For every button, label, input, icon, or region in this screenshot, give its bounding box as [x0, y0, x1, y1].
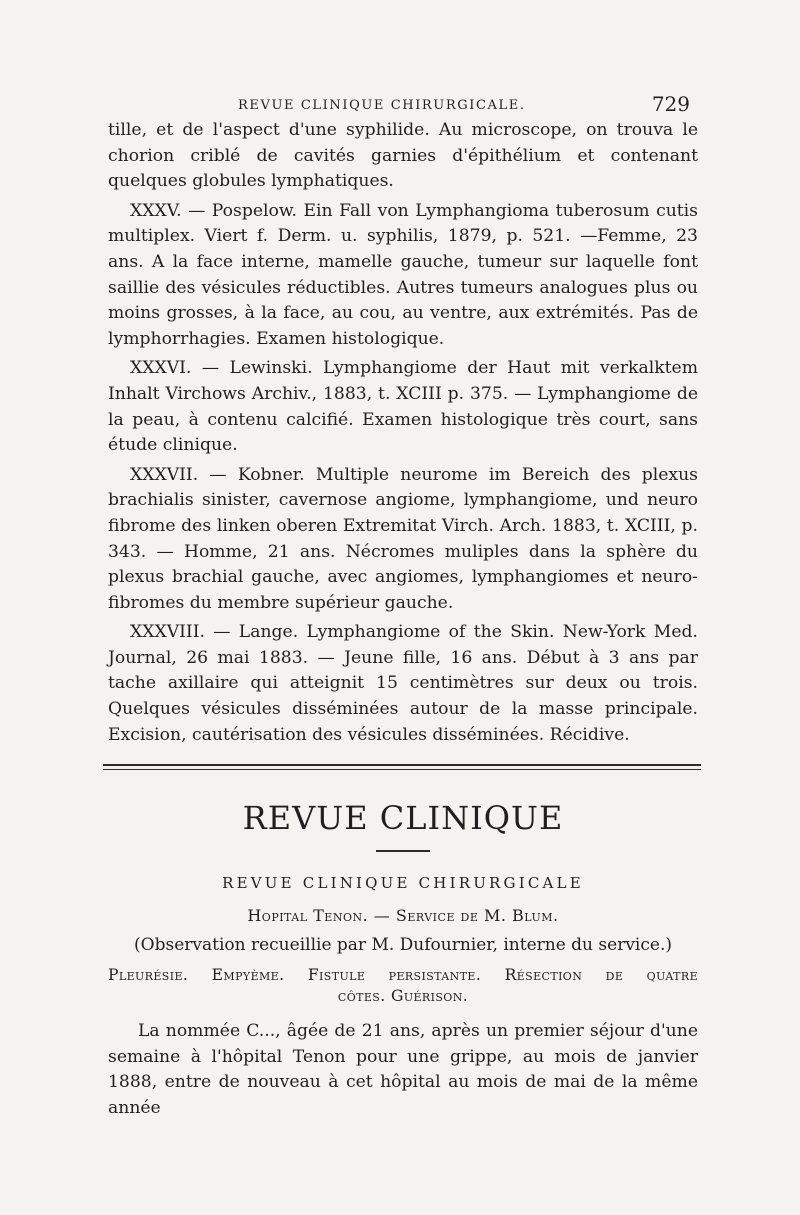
entry-xxxviii: XXXVIII. — Lange. Lymphangiome of the Skin. New-York Med. Journal, 26 mai 1883. — Jeune fille, 16 ans. Début à 3 ans par tache axillaire qui atteignit 15 centimètres sur deux ou trois. Quelques vésicules disséminées autour de la masse principale. Excision, cautérisation des vésicules disséminées. Récidive. [108, 622, 698, 745]
page-number: 729 [651, 92, 690, 116]
divider-thin-rule [103, 769, 701, 770]
divider-thick-rule [103, 764, 701, 766]
journal-page [108, 92, 698, 1122]
title-rule [376, 850, 430, 852]
entry-xxxv: XXXV. — Pospelow. Ein Fall von Lymphangioma tuberosum cutis multiplex. Viert f. Derm. u. syphilis, 1879, p. 521. —Femme, 23 ans. A la face interne, mamelle gauche, tumeur sur laquelle font saillie des vésicules réductibles. Autres tumeurs analogues plus ou moins grosses, à la face, au cou, au ventre, aux extrémités. Pas de lymphorrhagies. Examen histologique. [108, 200, 698, 349]
diagnosis-line-1: Pleurésie. Empyème. Fistule persistante. Résection de quatre [108, 966, 698, 985]
entry-xxxvii: XXXVII. — Kobner. Multiple neurome im Bereich des plexus brachialis sinister, cavernose angiome, lymphangiome, und neuro fibrome des linken oberen Extremitat Virch. Arch. 1883, t. XCIII, p. 343. — Homme, 21 ans. Nécromes muliples dans la sphère du plexus brachial gauche, avec angiomes, lymphangiomes et neuro-fibromes du membre supérieur gauche. [108, 464, 698, 613]
diagnosis-line-2: côtes. Guérison. [337, 987, 469, 1006]
entry-xxxvi: XXXVI. — Lewinski. Lymphangiome der Haut mit verkalktem Inhalt Virchows Archiv., 1883, t. XCIII p. 375. — Lymphangiome de la peau, à contenu calcifié. Examen histologique très court, sans étude clinique. [108, 358, 698, 456]
case-text: La nommée C..., âgée de 21 ans, après un premier séjour d'une semaine à l'hôpital Tenon pour une grippe, au mois de janvier 1888, entre de nouveau à cet hôpital au mois de mai de la même année [108, 1021, 698, 1119]
running-head [108, 92, 698, 118]
section-divider [108, 764, 698, 770]
section-title: REVUE CLINIQUE [242, 799, 564, 838]
hospital-line: Hopital Tenon. — Service de M. Blum. [247, 906, 559, 926]
running-title: REVUE CLINIQUE CHIRURGICALE. [238, 98, 526, 113]
entry-continuation: tille, et de l'aspect d'une syphilide. Au microscope, on trouva le chorion criblé de cavités garnies d'épithélium et contenant quelques globules lymphatiques. [108, 120, 698, 192]
observation-line: (Observation recueillie par M. Dufournier, interne du service.) [134, 935, 672, 956]
subsection-title: REVUE CLINIQUE CHIRURGICALE [222, 874, 584, 893]
